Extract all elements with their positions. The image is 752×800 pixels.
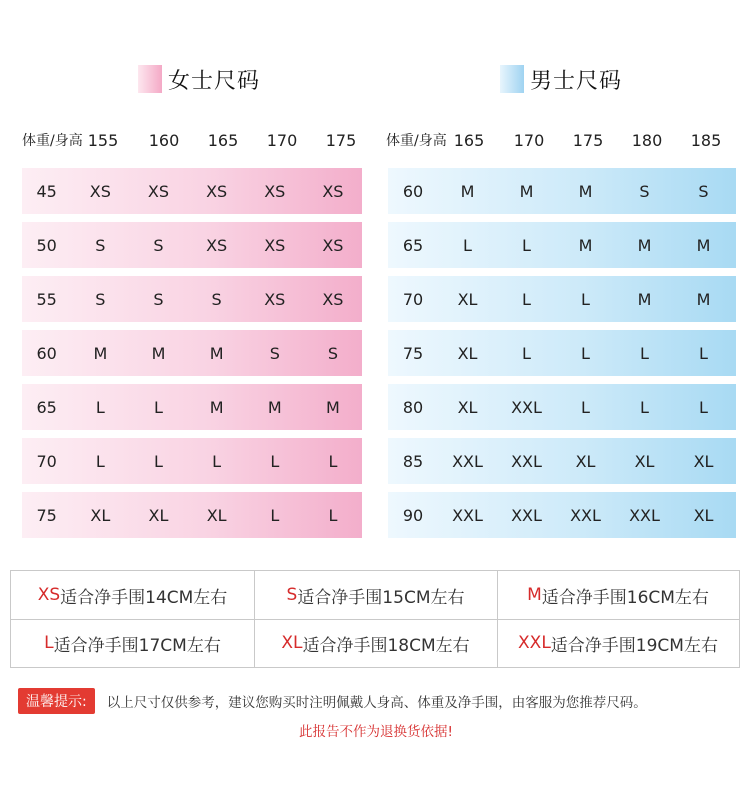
blue-swatch: [500, 65, 524, 93]
size-cell: XL: [693, 505, 714, 525]
table-row: [388, 330, 736, 376]
size-cell: S: [95, 289, 106, 309]
size-cell: XL: [206, 505, 227, 525]
size-cell: XS: [206, 235, 228, 255]
size-cell: L: [328, 451, 338, 471]
size-cell: L: [328, 505, 338, 525]
table-row: [22, 438, 362, 484]
size-cell: S: [269, 343, 280, 363]
size-cell: M: [637, 289, 652, 309]
wrist-size-label: XXL: [518, 633, 551, 653]
women-size-title: [138, 64, 260, 94]
wrist-size-text: 适合净手围19CM左右: [550, 635, 718, 656]
weight-cell: 70: [36, 451, 57, 471]
weight-cell: 60: [402, 181, 424, 201]
size-cell: XL: [90, 505, 111, 525]
size-cell: M: [578, 181, 593, 201]
size-cell: L: [699, 343, 708, 363]
wrist-size-label: XL: [281, 633, 303, 653]
size-cell: M: [267, 397, 282, 417]
size-cell: XXL: [629, 505, 660, 525]
table-row: [22, 222, 362, 268]
wrist-cell-xs: [11, 571, 254, 619]
size-cell: XL: [457, 397, 478, 417]
size-cell: XL: [693, 451, 714, 471]
weight-cell: 45: [36, 181, 57, 201]
size-cell: L: [212, 451, 222, 471]
women-height-175: 175: [325, 130, 357, 150]
size-cell: M: [696, 235, 711, 255]
wrist-size-text: 适合净手围17CM左右: [53, 635, 221, 656]
women-height-165: 165: [207, 130, 239, 150]
wrist-size-label: L: [44, 633, 54, 653]
notice-bar: [18, 688, 647, 714]
size-cell: L: [154, 397, 163, 417]
size-cell: L: [522, 289, 531, 309]
size-cell: M: [696, 289, 711, 309]
weight-cell: 90: [402, 505, 424, 525]
table-row: [22, 492, 362, 538]
men-size-title: [500, 64, 622, 94]
weight-cell: 65: [402, 235, 424, 255]
return-policy-warning: 此报告不作为退换货依据!: [299, 724, 453, 740]
size-cell: M: [637, 235, 652, 255]
table-row: [388, 168, 736, 214]
table-row: [388, 438, 736, 484]
size-cell: XL: [457, 343, 478, 363]
table-row: [22, 276, 362, 322]
women-title-text: 女士尺码: [168, 68, 261, 94]
men-height-170: 170: [513, 130, 545, 150]
men-title-text: 男士尺码: [530, 68, 623, 94]
size-cell: XS: [264, 289, 286, 309]
size-cell: L: [95, 397, 105, 417]
size-cell: M: [460, 181, 475, 201]
weight-cell: 80: [402, 397, 424, 417]
weight-cell: 60: [36, 343, 57, 363]
men-header-label: 体重/身高: [386, 133, 447, 149]
women-height-160: 160: [148, 130, 180, 150]
size-cell: XS: [147, 181, 170, 201]
size-cell: L: [522, 235, 531, 255]
table-row: [388, 276, 736, 322]
table-row: [388, 384, 736, 430]
wrist-size-text: 适合净手围14CM左右: [60, 587, 228, 608]
wrist-cell-s: [254, 571, 497, 619]
size-cell: S: [327, 343, 338, 363]
men-height-175: 175: [572, 130, 604, 150]
size-cell: L: [640, 397, 649, 417]
size-cell: XXL: [511, 505, 542, 525]
size-cell: S: [153, 289, 164, 309]
size-cell: L: [640, 343, 649, 363]
women-header-label: 体重/身高: [22, 133, 83, 149]
size-cell: M: [209, 397, 224, 417]
size-cell: XL: [148, 505, 169, 525]
weight-cell: 75: [36, 505, 57, 525]
wrist-cell-l: [11, 619, 254, 667]
wrist-size-text: 适合净手围15CM左右: [297, 587, 465, 608]
weight-cell: 85: [402, 451, 424, 471]
size-cell: XL: [634, 451, 655, 471]
wrist-cell-xxl: [497, 619, 739, 667]
size-cell: S: [639, 181, 650, 201]
size-cell: M: [519, 181, 534, 201]
size-cell: L: [463, 235, 472, 255]
size-cell: M: [209, 343, 224, 363]
wrist-size-label: M: [527, 585, 542, 605]
women-height-170: 170: [266, 130, 298, 150]
weight-cell: 65: [36, 397, 57, 417]
size-cell: XXL: [452, 451, 483, 471]
men-height-180: 180: [631, 130, 663, 150]
table-row: [388, 492, 736, 538]
size-cell: XXL: [511, 397, 542, 417]
men-height-185: 185: [690, 130, 722, 150]
size-cell: XS: [264, 235, 286, 255]
pink-swatch: [138, 65, 162, 93]
size-cell: XL: [457, 289, 478, 309]
size-cell: L: [270, 451, 280, 471]
wrist-size-label: S: [286, 585, 298, 605]
table-row: [22, 330, 362, 376]
size-cell: XS: [322, 235, 344, 255]
size-cell: L: [95, 451, 105, 471]
size-cell: S: [211, 289, 222, 309]
size-cell: XS: [89, 181, 111, 201]
men-header-row: [386, 128, 736, 152]
table-row: [22, 168, 362, 214]
women-header-row: [22, 128, 362, 152]
size-cell: L: [581, 397, 590, 417]
size-cell: S: [153, 235, 164, 255]
size-cell: L: [581, 289, 590, 309]
size-cell: S: [95, 235, 106, 255]
weight-cell: 55: [36, 289, 57, 309]
size-cell: L: [581, 343, 590, 363]
wrist-size-grid: [10, 570, 740, 668]
wrist-size-text: 适合净手围18CM左右: [302, 635, 470, 656]
size-cell: M: [93, 343, 108, 363]
wrist-cell-m: [497, 571, 739, 619]
size-cell: L: [522, 343, 531, 363]
wrist-cell-xl: [254, 619, 497, 667]
wrist-size-label: XS: [37, 585, 61, 605]
size-cell: XS: [322, 181, 344, 201]
table-row: [22, 384, 362, 430]
size-cell: L: [270, 505, 280, 525]
size-cell: XXL: [570, 505, 601, 525]
size-cell: S: [698, 181, 709, 201]
size-cell: M: [578, 235, 593, 255]
notice-text: 以上尺寸仅供参考，建议您购买时注明佩戴人身高、体重及净手围，由客服为您推荐尺码。: [106, 695, 647, 711]
size-cell: M: [326, 397, 340, 417]
table-row: [388, 222, 736, 268]
size-cell: XXL: [452, 505, 483, 525]
size-cell: L: [699, 397, 708, 417]
size-cell: XS: [264, 181, 286, 201]
weight-cell: 70: [402, 289, 424, 309]
women-height-155: 155: [87, 130, 119, 150]
size-cell: XS: [322, 289, 344, 309]
size-cell: XS: [206, 181, 228, 201]
size-cell: M: [151, 343, 166, 363]
notice-tag: 温馨提示:: [18, 688, 95, 714]
weight-cell: 50: [36, 235, 57, 255]
men-height-165: 165: [453, 130, 485, 150]
size-cell: XXL: [511, 451, 542, 471]
size-cell: L: [154, 451, 163, 471]
weight-cell: 75: [402, 343, 424, 363]
wrist-size-text: 适合净手围16CM左右: [541, 587, 709, 608]
size-cell: XL: [575, 451, 596, 471]
